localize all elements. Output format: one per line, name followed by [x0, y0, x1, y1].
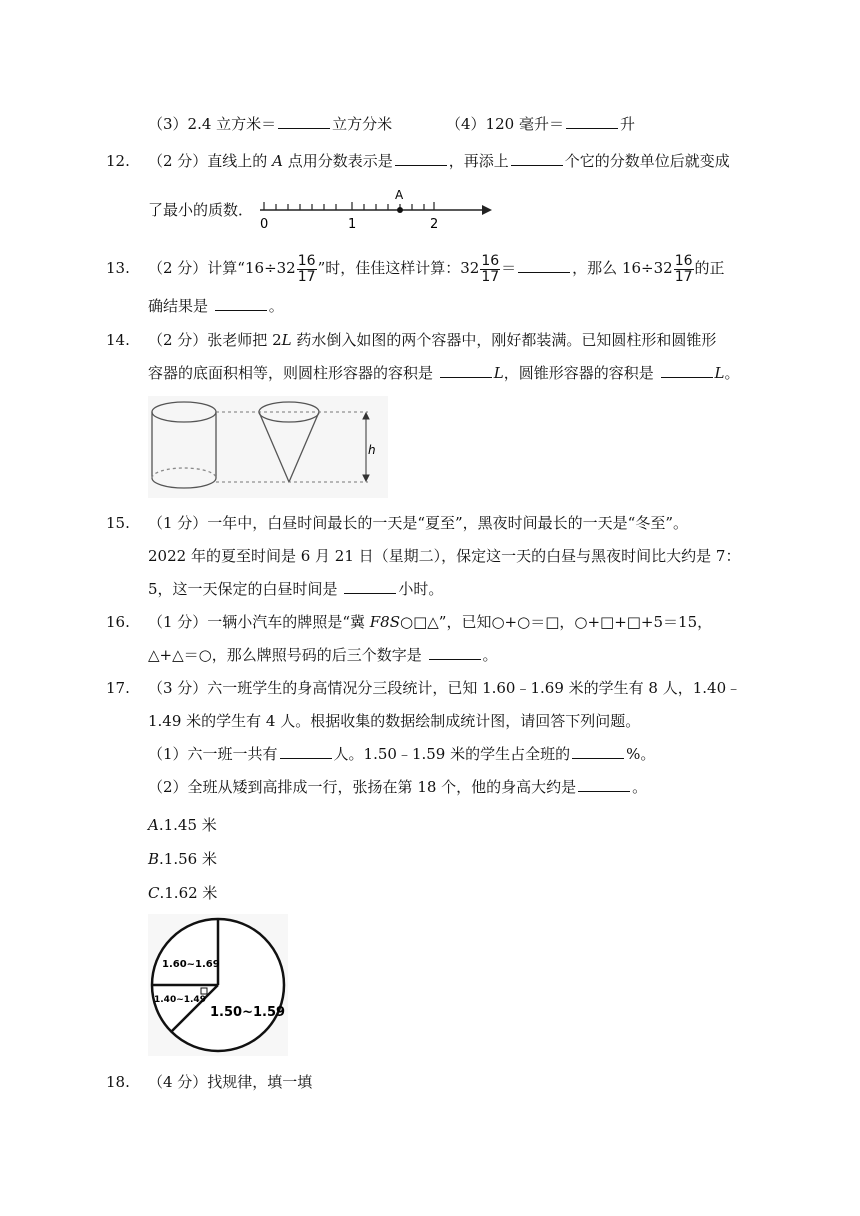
- option-a[interactable]: [148, 814, 217, 836]
- q17-text: 1.49 米的学生有 4 人。根据收集的数据绘制成统计图，请回答下列问题。: [148, 712, 641, 730]
- option-letter: A: [148, 816, 159, 834]
- fraction-numerator: 16: [481, 252, 500, 269]
- fraction: [674, 254, 694, 285]
- option-text: .1.56 米: [159, 850, 217, 868]
- q12-line2: [148, 199, 253, 221]
- fraction-denominator: 17: [297, 268, 316, 285]
- q11-part4: [446, 113, 635, 135]
- q17-text: 。: [632, 778, 648, 796]
- q15-line3: [148, 578, 443, 600]
- q16-text: ○□△”，已知○+○＝□，○+□+□+5＝15，: [399, 613, 713, 631]
- q17-text: %。: [626, 745, 656, 763]
- answer-blank[interactable]: [280, 744, 332, 759]
- answer-blank[interactable]: [661, 363, 713, 378]
- tick-label-2: 2: [430, 217, 439, 232]
- q14-text: 药水倒入如图的两个容器中，刚好都装满。已知圆柱形和圆锥形: [291, 331, 717, 349]
- question-number: 18.: [106, 1073, 130, 1091]
- q16-text: △+△＝○，那么牌照号码的后三个数字是: [148, 646, 427, 664]
- q11-part3-unit: 立方分米: [332, 115, 393, 133]
- q18-text: （4 分）找规律，填一填: [148, 1073, 313, 1091]
- answer-blank[interactable]: [395, 151, 447, 166]
- q17-sub1: [148, 743, 655, 765]
- q13-text: （2 分）计算“16÷32: [148, 259, 296, 277]
- q12-text: 点用分数表示是: [282, 152, 393, 170]
- unit-l: L: [714, 364, 725, 382]
- slice-label-1-40-1-49: 1.40~1.49: [154, 995, 206, 1005]
- number-line: [256, 186, 494, 232]
- q13-text: 。: [268, 297, 284, 315]
- answer-blank[interactable]: [578, 777, 630, 792]
- fraction: [480, 254, 500, 285]
- q12-text: 了最小的质数．: [148, 201, 254, 219]
- q14-text: （2 分）张老师把 2: [148, 331, 282, 349]
- figure-background: [148, 396, 388, 498]
- q13-text: ，那么 16÷32: [572, 259, 673, 277]
- tick-label-0: 0: [260, 217, 269, 232]
- q13-text: ”时，佳佳这样计算：32: [317, 259, 480, 277]
- q15-line2: [148, 545, 740, 567]
- q17-text: 人。1.50﹣1.59 米的学生占全班的: [333, 745, 571, 763]
- option-b[interactable]: [148, 848, 217, 870]
- q14-text: 。: [724, 364, 740, 382]
- option-letter: B: [148, 850, 160, 868]
- q15-text: 小时。: [398, 580, 444, 598]
- question-number: 13.: [106, 259, 130, 277]
- unit-l: L: [493, 364, 504, 382]
- slice-label-1-60-1-69: 1.60~1.69: [162, 959, 220, 970]
- option-text: .1.62 米: [159, 884, 218, 902]
- question-number: 15.: [106, 514, 130, 532]
- q17-text: （3 分）六一班学生的身高情况分三段统计，已知 1.60﹣1.69 米的学生有 8 人，1.40﹣: [148, 679, 742, 697]
- point-a: [397, 207, 403, 213]
- q17-text: （1）六一班一共有: [148, 745, 278, 763]
- q16-text: （1 分）一辆小汽车的牌照是“冀: [148, 613, 370, 631]
- q16-text: 。: [482, 646, 498, 664]
- tick-marks: [264, 202, 434, 210]
- answer-blank[interactable]: [511, 151, 563, 166]
- point-variable: A: [272, 152, 283, 170]
- q15-line1: [106, 512, 688, 534]
- answer-blank[interactable]: [215, 296, 267, 311]
- q13-text: ＝: [501, 259, 517, 277]
- q14-text: ，圆锥形容器的容积是: [503, 364, 659, 382]
- q15-text: 5，这一天保定的白昼时间是: [148, 580, 343, 598]
- option-text: .1.45 米: [158, 816, 217, 834]
- q17-text: （2）全班从矮到高排成一行，张扬在第 18 个，他的身高大约是: [148, 778, 577, 796]
- q14-line2: [148, 362, 740, 384]
- q14-text: 容器的底面积相等，则圆柱形容器的容积是: [148, 364, 438, 382]
- fraction-denominator: 17: [674, 268, 693, 285]
- q15-text: 2022 年的夏至时间是 6 月 21 日（星期二），保定这一天的白昼与黑夜时间比大约是 7：: [148, 547, 741, 565]
- q13-text: 确结果是: [148, 297, 213, 315]
- q15-text: （1 分）一年中，白昼时间最长的一天是“夏至”，黑夜时间最长的一天是“冬至”。: [148, 514, 688, 532]
- tick-label-1: 1: [348, 217, 357, 232]
- height-label: h: [368, 443, 376, 457]
- q13-line2: [148, 295, 284, 317]
- q12-line1: [106, 150, 730, 172]
- q12-text: 个它的分数单位后就变成: [564, 152, 730, 170]
- option-letter: C: [148, 884, 160, 902]
- question-number: 17.: [106, 679, 130, 697]
- slice-label-1-50-1-59: 1.50~1.59: [210, 1005, 286, 1020]
- question-number: 12.: [106, 152, 130, 170]
- containers-figure: [148, 396, 388, 498]
- height-pie-chart: [148, 914, 288, 1056]
- answer-blank[interactable]: [278, 114, 330, 129]
- fraction: [297, 254, 317, 285]
- q11-part3-text: （3）2.4 立方米＝: [148, 115, 277, 133]
- q14-line1: [106, 329, 716, 351]
- q11-part4-unit: 升: [619, 115, 635, 133]
- plate-letters: F8S: [369, 613, 400, 631]
- question-number: 16.: [106, 613, 130, 631]
- point-a-label: A: [395, 188, 404, 202]
- q16-line2: [148, 644, 498, 666]
- answer-blank[interactable]: [429, 645, 481, 660]
- answer-blank[interactable]: [572, 744, 624, 759]
- q12-text: ，再添上: [448, 152, 509, 170]
- q11-part3: [148, 113, 392, 135]
- fraction-numerator: 16: [674, 252, 693, 269]
- arrow-head: [482, 205, 492, 215]
- q17-line1: [106, 677, 741, 699]
- q16-line1: [106, 611, 712, 633]
- q11-part4-text: （4）120 毫升＝: [446, 115, 564, 133]
- answer-blank[interactable]: [344, 579, 396, 594]
- q13-line1: [106, 252, 725, 285]
- answer-blank[interactable]: [440, 363, 492, 378]
- q13-text: 的正: [694, 259, 725, 277]
- unit-l: L: [281, 331, 292, 349]
- q18-line1: [106, 1071, 312, 1093]
- q17-line2: [148, 710, 640, 732]
- fraction-numerator: 16: [297, 252, 316, 269]
- answer-blank[interactable]: [566, 114, 618, 129]
- option-c[interactable]: [148, 882, 217, 904]
- question-number: 14.: [106, 331, 130, 349]
- answer-blank[interactable]: [518, 258, 570, 273]
- fraction-denominator: 17: [481, 268, 500, 285]
- q17-sub2: [148, 776, 647, 798]
- q12-text: （2 分）直线上的: [148, 152, 273, 170]
